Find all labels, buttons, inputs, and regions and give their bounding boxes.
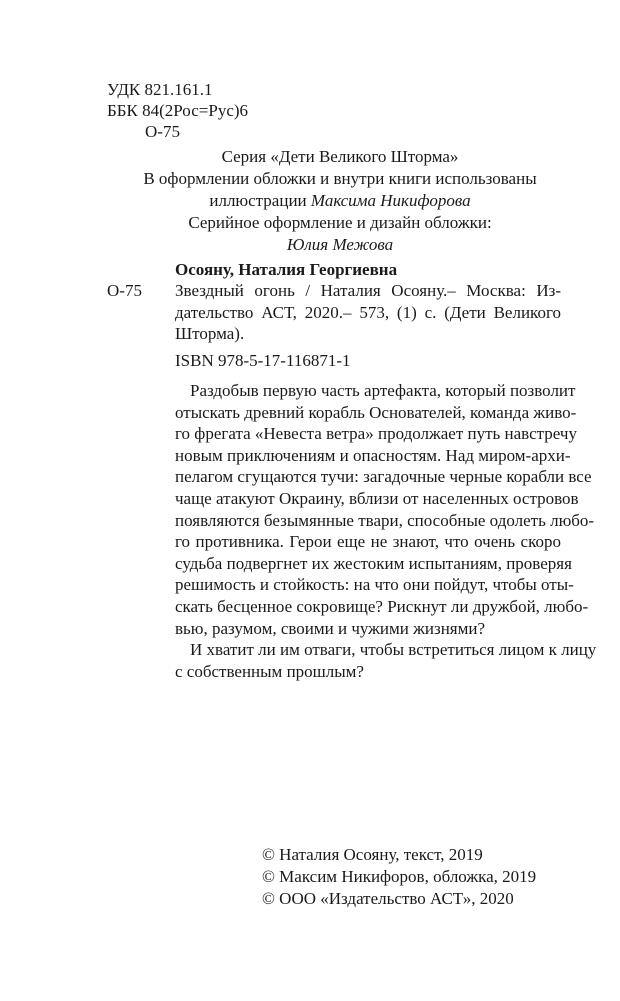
designer-name: Юлия Межова bbox=[286, 235, 394, 254]
bibliographic-description bbox=[175, 280, 561, 345]
copyright-publisher: © ООО «Издательство АСТ», 2020 bbox=[262, 889, 514, 908]
annotation-line: го противника. Герои еще не знают, что очень скоро bbox=[175, 532, 561, 552]
bbk-code: ББК 84(2Рос=Рус)6 bbox=[107, 101, 249, 120]
series-name: Серия «Дети Великого Шторма» bbox=[221, 147, 459, 166]
annotation-line: вью, разумом, своими и чужими жизнями? bbox=[175, 618, 486, 638]
annotation-line: го фрегата «Невеста ветра» продолжает путь навстречу bbox=[175, 424, 577, 444]
illustrator-line bbox=[120, 190, 560, 212]
annotation-line: решимость и стойкость: на что они пойдут, чтобы оты- bbox=[175, 575, 574, 595]
copyright-cover: © Максим Никифоров, обложка, 2019 bbox=[262, 867, 537, 886]
annotation-line: скать бесценное сокровище? Рискнут ли дружбой, любо- bbox=[175, 596, 589, 616]
author-heading: Осояну, Наталия Георгиевна bbox=[175, 260, 398, 279]
annotation bbox=[175, 380, 597, 682]
illustrator-prefix: иллюстрации bbox=[209, 191, 311, 210]
annotation-line: И хватит ли им отваги, чтобы встретиться лицом к лицу bbox=[190, 640, 597, 660]
annotation-line: пелагом сгущаются тучи: загадочные черные корабли все bbox=[175, 467, 592, 487]
bib-line: Шторма). bbox=[175, 324, 245, 343]
annotation-line: отыскать древний корабль Основателей, команда живо- bbox=[175, 402, 577, 422]
annotation-line: новым приключениям и опасностям. Над миром-архи- bbox=[175, 445, 571, 465]
annotation-line: судьба подвергнет их жестоким испытаниям, проверяя bbox=[175, 553, 572, 573]
bib-line: дательство АСТ, 2020.– 573, (1) с. (Дети Великого bbox=[175, 302, 561, 322]
design-credit: Серийное оформление и дизайн обложки: bbox=[188, 213, 492, 232]
annotation-line: чаще атакуют Окраину, вблизи от населенных островов bbox=[175, 488, 579, 508]
udk-code: УДК 821.161.1 bbox=[107, 80, 213, 99]
bib-line: Звездный огонь / Наталия Осояну.– Москва: Из- bbox=[175, 281, 561, 300]
catalog-author-sign: О-75 bbox=[107, 281, 142, 300]
annotation-line: с собственным прошлым? bbox=[175, 661, 364, 681]
author-sign: О-75 bbox=[145, 122, 180, 141]
cover-illustration-note: В оформлении обложки и внутри книги использованы bbox=[143, 169, 537, 188]
copyright-text: © Наталия Осояну, текст, 2019 bbox=[262, 845, 483, 864]
annotation-line: Раздобыв первую часть артефакта, который позволит bbox=[190, 381, 576, 400]
series-credits bbox=[120, 146, 560, 256]
annotation-line: появляются безымянные твари, способные одолеть любо- bbox=[175, 510, 595, 530]
copyright-block bbox=[262, 844, 536, 910]
isbn: ISBN 978-5-17-116871-1 bbox=[175, 351, 351, 370]
illustrator-name: Максима Никифорова bbox=[310, 191, 471, 210]
